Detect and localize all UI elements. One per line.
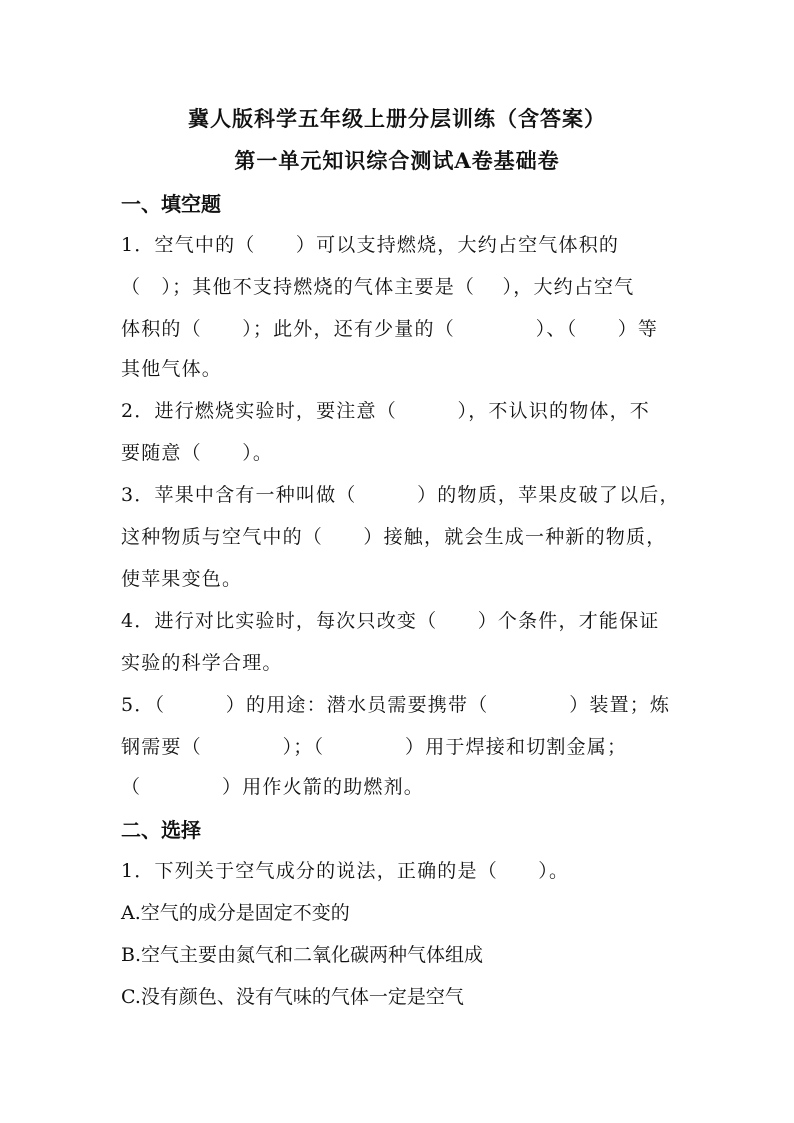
choice-option-c: C.没有颜色、没有气味的气体一定是空气 [121, 986, 464, 1008]
fill-line-9: 使苹果变色。 [121, 568, 243, 590]
document-subtitle: 第一单元知识综合测试A卷基础卷 [234, 148, 560, 173]
fill-line-7: 3．苹果中含有一种叫做（ ）的物质，苹果皮破了以后， [121, 484, 680, 506]
fill-line-12: 5．（ ）的用途：潜水员需要携带（ ）装置；炼 [121, 694, 671, 716]
fill-line-2: （ ）；其他不支持燃烧的气体主要是（ ），大约占空气 [121, 276, 635, 298]
fill-line-13: 钢需要（ ）；（ ）用于焊接和切割金属； [121, 736, 628, 758]
fill-line-14: （ ）用作火箭的助燃剂。 [121, 776, 425, 798]
fill-line-3: 体积的（ ）；此外，还有少量的（ ）、（ ）等 [121, 318, 659, 340]
fill-line-5: 2．进行燃烧实验时，要注意（ ），不认识的物体，不 [121, 400, 650, 422]
section-heading-choice: 二、选择 [121, 818, 201, 842]
fill-line-8: 这种物质与空气中的（ ）接触，就会生成一种新的物质， [121, 526, 667, 548]
fill-line-1: 1．空气中的（ ）可以支持燃烧，大约占空气体积的 [121, 234, 620, 256]
fill-line-4: 其他气体。 [121, 358, 223, 380]
fill-line-10: 4．进行对比实验时，每次只改变（ ）个条件，才能保证 [121, 610, 660, 632]
choice-question-1: 1．下列关于空气成分的说法，正确的是（ ）。 [121, 860, 570, 882]
fill-line-11: 实验的科学合理。 [121, 652, 283, 674]
document-title: 冀人版科学五年级上册分层训练（含答案） [188, 106, 606, 131]
fill-line-6: 要随意（ ）。 [121, 442, 274, 464]
choice-option-b: B.空气主要由氮气和二氧化碳两种气体组成 [121, 944, 484, 966]
section-heading-fill-blank: 一、填空题 [121, 192, 221, 216]
choice-option-a: A.空气的成分是固定不变的 [121, 902, 350, 924]
